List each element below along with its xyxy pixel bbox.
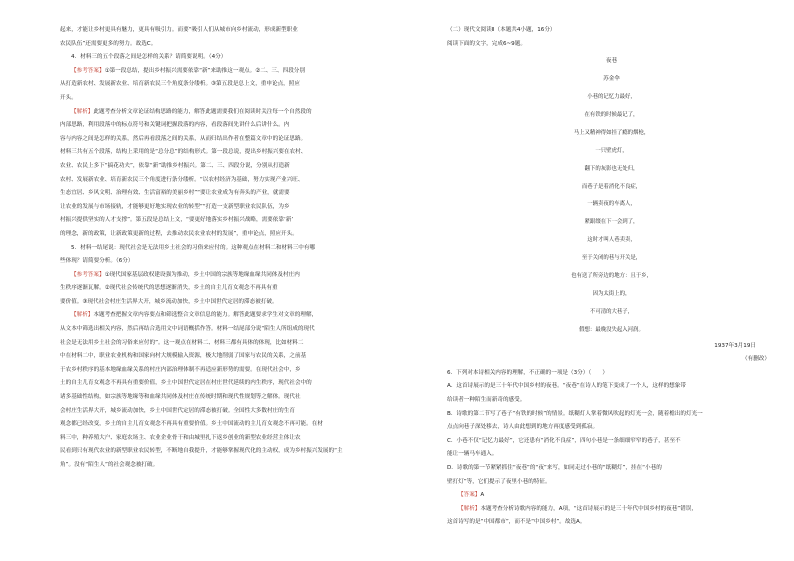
text-line: 农业、农民上多下“搞花功夫”，依靠“新”助推乡村振兴。第二、三、四段分说，分别从打造新 xyxy=(60,162,290,169)
label-text: 本题考查把握文章内容要点和筛选整合文章信息的能力。解答此题要求学生对文章的理解， xyxy=(93,312,318,319)
text-line xyxy=(60,65,392,79)
poem-line: 一只壁虎灯， xyxy=(595,147,628,154)
label: 【解析】 xyxy=(71,312,94,319)
section-heading xyxy=(447,24,776,51)
poem-line: 在有铁的时候最记了， xyxy=(584,111,639,118)
text-line: 阅读下面的文字，完成6~9题。 xyxy=(447,40,526,47)
poem-line: 马上又精神得如挂了瘾的烟枪， xyxy=(573,129,650,136)
analysis-line xyxy=(447,503,776,517)
text-line: 开头。 xyxy=(60,94,77,101)
text-line: 4．材料三的五个段落之间是怎样的关系？请简要说明。（4分） xyxy=(71,54,227,61)
text-line: 诸多基础性结构，如宗族等地缘等和血缘共同体及村庄在传统时期和现代性规划等之解体。现代社 xyxy=(60,394,301,401)
text-line: 农村、发展新农业、培育新农民三个角度进行条分缕析。“以农村经济为基础，努力实现产业兴旺、 xyxy=(60,176,304,183)
text-line: 要价值。③现代社会村庄生活界大开，城乡流动加快，乡土中国世代定居的滞态被打破。 xyxy=(60,298,278,305)
left-column xyxy=(60,24,392,473)
text-line: 些体现？请简要分析。（6分） xyxy=(60,258,134,265)
text-line: 让农业的发展与市场接轨，才能够更好地实现农业的转型”“打造一支新型职业农民队伍，为乡 xyxy=(60,203,290,210)
poem-line: 因为太街上的， xyxy=(592,290,631,297)
text-line: 能让一辆马车通入。 xyxy=(447,451,498,458)
text-line: （二）现代文阅读Ⅱ（本题共4小题，16分） xyxy=(447,27,556,33)
label: 【解析】 xyxy=(71,108,94,115)
text-line: C．小巷不仅“记忆力最好”，它还患有“消化不良症”，四句小巷是一条细细窄窄的巷子，甚至不 xyxy=(447,437,681,444)
answer-value: A xyxy=(480,492,485,499)
poem-date: 1937年3月19日 xyxy=(714,342,756,349)
text-line: 材料三共有五个段落，结构上采用的是“总分总”的结构形式。第一段总说，提出乡村振兴要在农村、 xyxy=(60,149,307,156)
poem-line: 不可清的大巷子， xyxy=(589,308,634,315)
text-line: 点点向巷子深处移去，诗人由此想到的地方再度感受到孤寂。 xyxy=(447,424,599,431)
text-line: 内部思路，利用段落中的标点符号和关键词把握段落的内容，看段落间先讲什么后讲什么。内 xyxy=(60,122,290,129)
text-line: 给读者一种陌生而新奇的感受。 xyxy=(447,397,526,404)
text-line xyxy=(60,106,392,120)
text-line: 农民队伍”还需要更多的努力。故选C。 xyxy=(60,40,157,47)
poem-title: 夜巷 xyxy=(605,58,618,65)
label: 【参考答案】 xyxy=(71,271,105,278)
text-line: 民看到只有现代农业的新型职业农民转型，不断地自我提升，才能够掌握现代化的主动权，成为乡村振兴发展的“主 xyxy=(60,448,343,455)
label: 【参考答案】 xyxy=(71,67,105,74)
poem-line: 至于关闭的巷与开关是， xyxy=(581,255,642,262)
text-line: 村振兴提供坚实的人才支撑”。第五段是总结上文，“要更好地落实乡村振兴战略，需要依靠‘新’ xyxy=(60,217,294,224)
text-line: 土的自主儿育女观念不再具有重要价值，乡土中国世代定居在村庄世代延续的内生秩序，现代社会中的 xyxy=(60,380,312,387)
poem-line: 一辆卖夜的车离人， xyxy=(587,201,636,208)
analysis-label: 【解析】 xyxy=(458,505,481,512)
poem-lines xyxy=(447,89,776,340)
answer-label: 【答案】 xyxy=(458,492,481,499)
text-line xyxy=(60,309,392,323)
poem-line: 也有送了所旁边的地方：且于乡， xyxy=(571,273,652,280)
text-line: 生秩序逐渐瓦解。②现代社会传统代的思想逐渐消失，乡土的自主儿育女观念不再具有重 xyxy=(60,285,278,292)
poem-source: （有删改） xyxy=(742,356,770,363)
label-text: 此题考查分析文章论证结构思路的能力，解答此题需要我们在阅读时关注每一个自然段的 xyxy=(93,108,312,115)
text-line: 会村庄生活界大开，城乡流动加快，乡土中国世代定居的滞态被打破。全国性大多数村庄的生育 xyxy=(60,407,295,414)
poem-line: 假想：最晚没失起入河润。 xyxy=(579,326,644,333)
answer-line xyxy=(447,489,776,503)
text-line: 从文本中筛选出相关内容，然后再结合选用文中词语概括作答。材料一结尾部分说“陌生人所组成的现代 xyxy=(60,326,315,333)
poem-line: 小巷的记忆力最好， xyxy=(587,94,636,100)
text-line: 壁打灯”等，它们提示了夜里小巷的特征。 xyxy=(447,478,551,485)
text-line: 容与内容之间是怎样的关系，然后再看段落之间的关系，从而归结出作者在整篇文章中的论证思路。 xyxy=(60,135,307,142)
poem xyxy=(447,53,776,340)
text-line: 的理念，新的政策，让新政策更新的过程，去推动农民农业农村的发展”，重申论点，照应开头。 xyxy=(60,230,298,237)
text-line: 5．材料一结尾说：现代社会是无法用乡土社会的习俗来应付的。这种观点在材料二和材料三中有哪 xyxy=(71,244,316,251)
poem-author: 苏金伞 xyxy=(603,76,620,83)
text-line: 从打造新农村、发展新农业、培育新农民三个角度条分缕析。③第五段是总上文，重申论点，照应 xyxy=(60,81,300,88)
text-line: 6．下列对本诗相关内容的理解，不正确的一项是（3分）（ ） xyxy=(447,369,608,376)
text-line: 起来，才能让乡村更具有魅力，更具有吸引力。而要“吸引人们从城市向乡村流动，形成新型职业 xyxy=(60,27,298,33)
poem-line: 而巷子是着消化不良症， xyxy=(581,183,642,190)
analysis-line-2: 这首诗写的是“中国都市”，而不是“中国乡村”。故选A。 xyxy=(447,519,586,526)
text-line: 生态宜居、乡风文明、治理有效、生活富裕的美丽乡村”“要让农业成为有奔头的产业，就需要 xyxy=(60,190,290,197)
text-line: 于农乡村秩序的基本地缘血缘关系的村庄内部治理体制不再适应新形势的需要。在现代社会中，乡 xyxy=(60,366,301,373)
right-column xyxy=(447,24,776,530)
text-line: A．这首诗展示的是三十年代中国乡村的夜巷。“夜巷”在诗人的笔下变成了一个人，这样的想象带 xyxy=(447,383,686,390)
poem-line: 紧跟缀在下一会到了， xyxy=(584,219,639,226)
poem-line: 翻下的灰影也无处归， xyxy=(584,165,639,172)
label-text: ①现代国家基层政权建设强为推动，乡土中国的宗族等地缘血缘共同体及村庄内 xyxy=(104,271,300,278)
text-line xyxy=(60,269,392,283)
analysis-text: 本题考查分析诗歌内容的能力，A项，“这首诗展示的是三十年代中国乡村的夜巷”错误， xyxy=(480,505,697,512)
text-line: 角”。没有“陌生人”的社会观念被打破。 xyxy=(60,462,159,468)
text-line: 社会是无法用乡土社会的习俗来应付的”。这一观点在材料二、材料三都有具体的体现，比如材料二 xyxy=(60,339,304,346)
label-text: ①第一段总结，提出乡村振兴需要依靠“新”来助推这一观点。②二、三、四段分别 xyxy=(104,67,305,74)
text-line: B．诗歌的第二节写了巷子“有铁的时候”的情景。纸糊灯人掌着微风吹起的灯光一会，随着檐出的灯光一 xyxy=(447,410,703,417)
text-line: 观念都已经改变，乡土的自主儿育女观念不再具有重要价值。乡土中国流动的主儿育女观念不再可能。在材 xyxy=(60,421,323,428)
question-6 xyxy=(447,367,776,489)
text-line: D．诗歌的第一节紧紧抓住“夜巷”的“夜”来写，如同走过小巷的“纸糊灯”，挂在“小巷的 xyxy=(447,465,662,472)
poem-line: 这时才叫人巷卖卖， xyxy=(587,237,636,244)
text-line: 中在材料二中，职业农业机构和国家向村大规模输入资源，极大地削弱了国家与农民的关系，之前基 xyxy=(60,353,307,360)
text-line: 料三中，种养殖大户、家庭农场主、农业企业骨干和由城里扎下返乡创业的新型农业经营主体让农 xyxy=(60,434,301,441)
